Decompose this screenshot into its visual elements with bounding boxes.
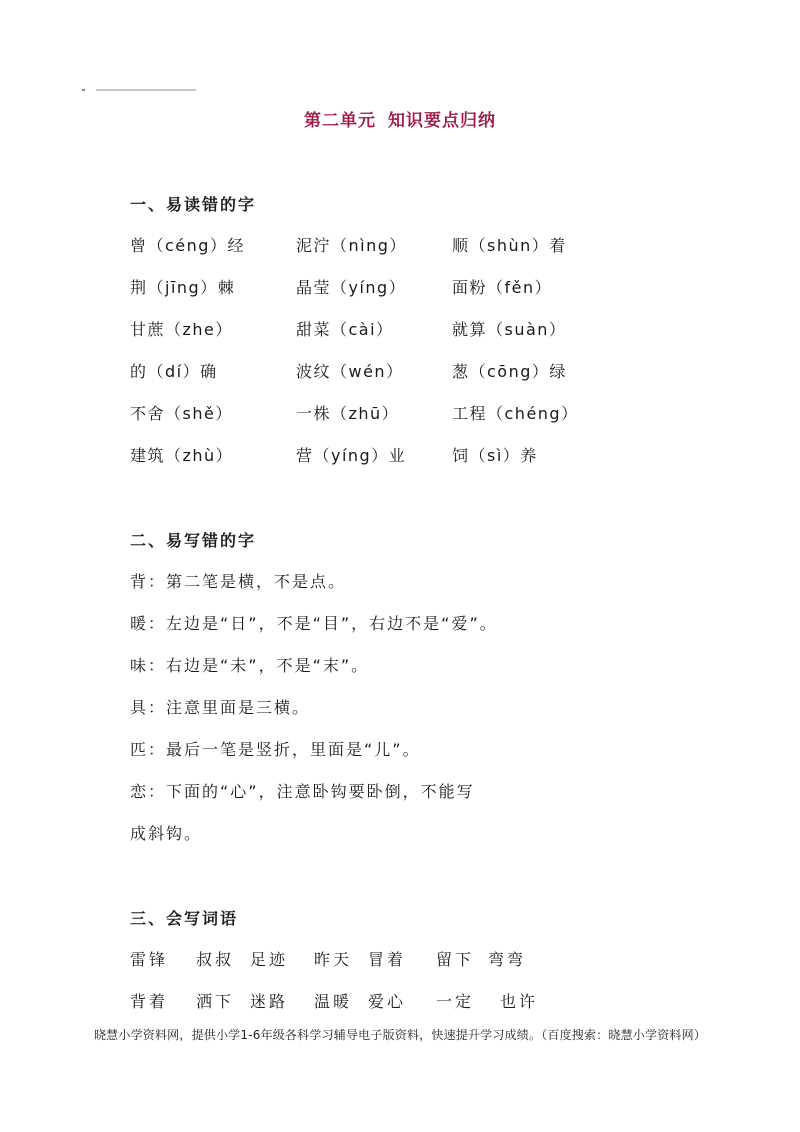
- word-item: 昨天: [314, 950, 353, 969]
- pinyin-row: [0, 359, 800, 383]
- pinyin-row: [0, 233, 800, 257]
- note-line: 成斜钩。: [130, 824, 203, 843]
- pinyin-item: 荆（jīng）棘: [130, 278, 236, 297]
- pinyin-item: 葱（cōng）绿: [452, 362, 567, 381]
- note-line: 味：右边是“未”，不是“末”。: [130, 656, 370, 675]
- page-title: [0, 106, 800, 131]
- pinyin-item: 不舍（shě）: [130, 404, 233, 423]
- title-topic: 知识要点归纳: [388, 111, 496, 131]
- word-item: 爱心: [368, 992, 407, 1011]
- pinyin-row: [0, 401, 800, 425]
- pinyin-item: 面粉（fěn）: [452, 278, 553, 297]
- word-item: 雷锋: [130, 950, 169, 969]
- word-item: 弯弯: [488, 950, 527, 969]
- pinyin-item: 工程（chéng）: [452, 404, 579, 423]
- pinyin-item: 顺（shùn）着: [452, 236, 567, 255]
- pinyin-item: 饲（sì）养: [452, 446, 538, 465]
- word-item: 一定: [436, 992, 475, 1011]
- pinyin-item: 晶莹（yíng）: [296, 278, 407, 297]
- pinyin-item: 曾（céng）经: [130, 236, 245, 255]
- word-item: 足迹: [250, 950, 289, 969]
- footer-note: 晓慧小学资料网，提供小学1-6年级各科学习辅导电子版资料，快速提升学习成绩。（百度搜索：晓慧小学资料网）: [93, 1028, 706, 1042]
- word-item: 也许: [500, 992, 539, 1011]
- pinyin-item: 建筑（zhù）: [130, 446, 234, 465]
- pinyin-row: [0, 275, 800, 299]
- pinyin-item: 营（yíng）业: [296, 446, 407, 465]
- pinyin-item: 就算（suàn）: [452, 320, 567, 339]
- title-unit: 第二单元: [304, 111, 376, 131]
- pinyin-item: 甜菜（cài）: [296, 320, 394, 339]
- word-item: 冒着: [368, 950, 407, 969]
- pinyin-row: [0, 443, 800, 467]
- section2-heading: 二、易写错的字: [130, 531, 257, 550]
- word-item: 温暖: [314, 992, 353, 1011]
- pinyin-row: [0, 317, 800, 341]
- word-item: 叔叔: [196, 950, 235, 969]
- section3-heading: 三、会写词语: [130, 909, 239, 928]
- word-item: 洒下: [196, 992, 235, 1011]
- note-line: 恋：下面的“心”，注意卧钩要卧倒，不能写: [130, 782, 475, 801]
- note-line: 匹：最后一笔是竖折，里面是“儿”。: [130, 740, 421, 759]
- note-line: 背：第二笔是横，不是点。: [130, 572, 347, 591]
- note-line: 具：注意里面是三横。: [130, 698, 311, 717]
- header-rule-mark: [82, 87, 202, 93]
- pinyin-item: 泥泞（nìng）: [296, 236, 407, 255]
- note-line: 暖：左边是“日”，不是“目”，右边不是“爱”。: [130, 614, 498, 633]
- pinyin-item: 一株（zhū）: [296, 404, 400, 423]
- word-item: 迷路: [250, 992, 289, 1011]
- pinyin-item: 波纹（wén）: [296, 362, 404, 381]
- pinyin-item: 的（dí）确: [130, 362, 218, 381]
- word-item: 背着: [130, 992, 169, 1011]
- word-item: 留下: [436, 950, 475, 969]
- section1-heading: 一、易读错的字: [130, 195, 257, 214]
- pinyin-item: 甘蔗（zhe）: [130, 320, 233, 339]
